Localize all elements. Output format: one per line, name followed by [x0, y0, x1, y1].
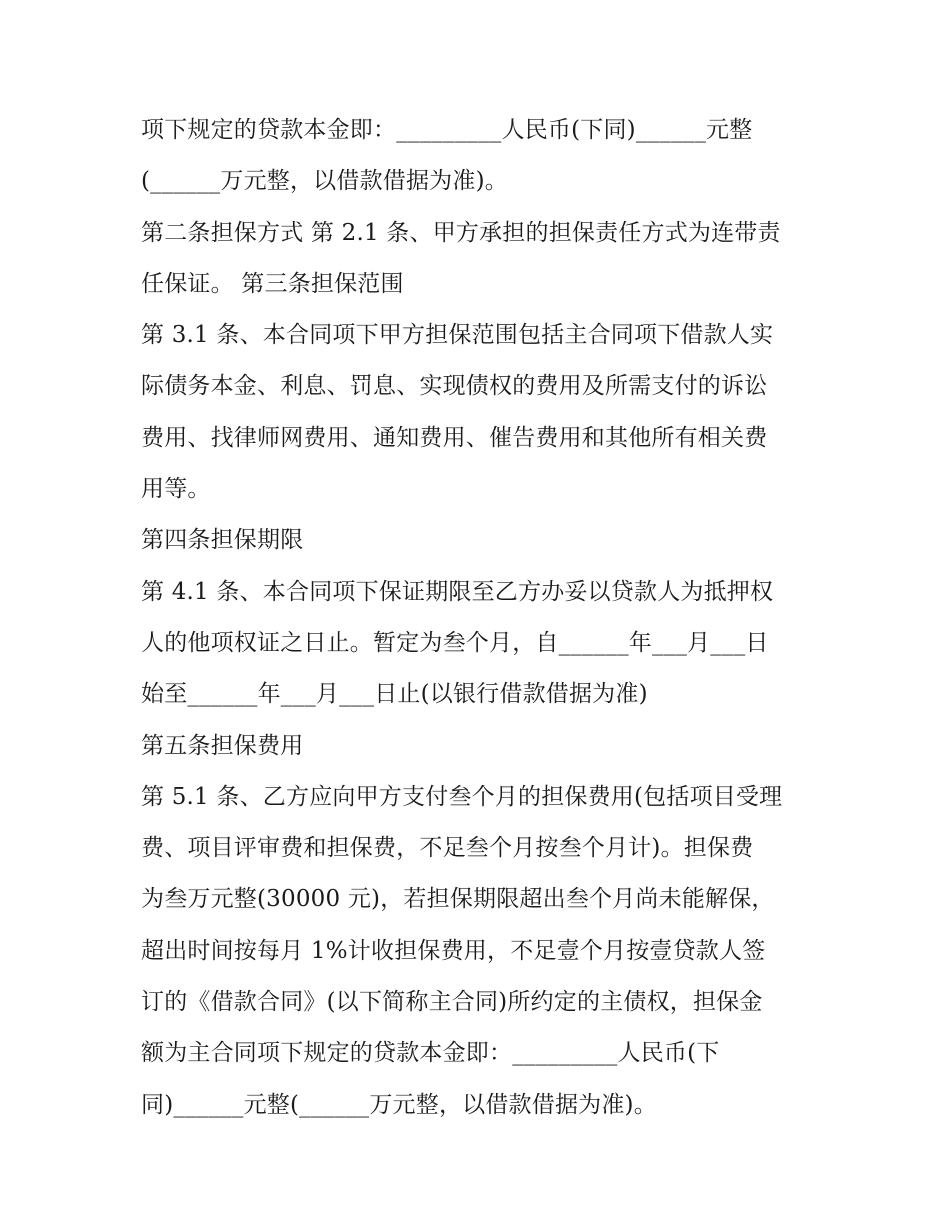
text-line: 超出时间按每月 1%计收担保费用，不足壹个月按壹贷款人签	[141, 937, 766, 964]
text-line: 费、项目评审费和担保费，不足叁个月按叁个月计)。担保费	[141, 835, 754, 862]
text-line: 始至______年___月___日止(以银行借款借据为准)	[141, 681, 648, 708]
document-body	[141, 105, 821, 1131]
text-line: 任保证。 第三条担保范围	[141, 270, 404, 297]
text-line: 项下规定的贷款本金即：_________人民币(下同)______元整	[141, 117, 753, 143]
text-line: 第 4.1 条、本合同项下保证期限至乙方办妥以贷款人为抵押权	[141, 578, 774, 605]
text-line: (______万元整，以借款借据为准)。	[141, 168, 508, 195]
section-heading: 第五条担保费用	[141, 732, 304, 759]
section-heading: 第四条担保期限	[141, 527, 304, 554]
text-line: 人的他项权证之日止。暂定为叁个月，自______年___月___日	[141, 629, 769, 656]
text-line: 订的《借款合同》(以下简称主合同)所约定的主债权，担保金	[141, 989, 763, 1016]
text-line: 第 3.1 条、本合同项下甲方担保范围包括主合同项下借款人实	[141, 322, 774, 349]
text-line: 第 5.1 条、乙方应向甲方支付叁个月的担保费用(包括项目受理	[141, 783, 783, 810]
text-line: 际债务本金、利息、罚息、实现债权的费用及所需支付的诉讼	[141, 373, 768, 400]
text-line: 第二条担保方式 第 2.1 条、甲方承担的担保责任方式为连带责	[141, 219, 781, 246]
text-line: 用等。	[141, 476, 211, 503]
text-line: 为叁万元整(30000 元)，若担保期限超出叁个月尚未能解保，	[141, 886, 775, 913]
text-line: 同)______元整(______万元整，以借款借据为准)。	[141, 1091, 657, 1118]
text-line: 费用、找律师网费用、通知费用、催告费用和其他所有相关费	[141, 424, 768, 451]
text-line: 额为主合同项下规定的贷款本金即：_________人民币(下	[141, 1040, 720, 1067]
